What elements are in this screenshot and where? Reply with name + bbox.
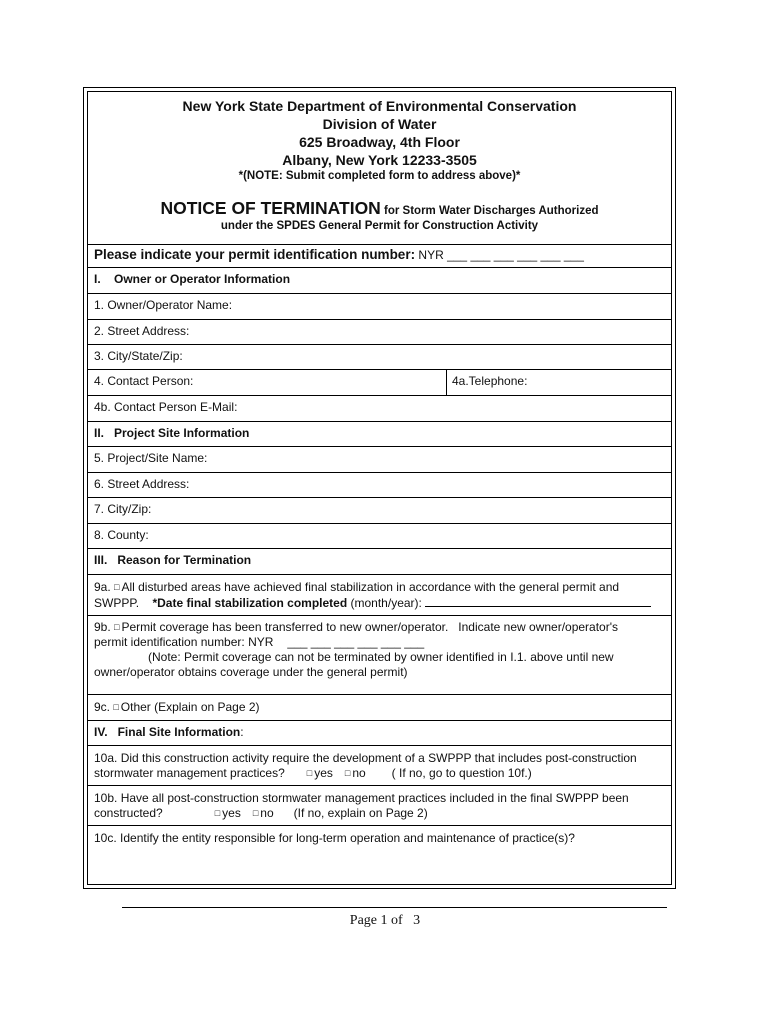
q9b-note-line2: owner/operator obtains coverage under the general permit) [94,665,408,679]
section-final-title: IV. Final Site Information [94,725,241,739]
owner-name-field[interactable] [88,294,671,320]
notice-title [88,198,671,219]
permit-id-row[interactable] [88,244,671,268]
q10c-text: 10c. Identify the entity responsible for long-term operation and maintenance of practice(s)? [94,831,575,845]
q10a-row [88,746,671,786]
q9b-checkbox[interactable]: □ [114,622,120,632]
owner-street-field[interactable] [88,320,671,345]
q10b-yes-label: yes [222,806,241,820]
form-header [88,92,671,245]
q10a-yes-label: yes [314,766,333,780]
q10a-no-label: no [352,766,366,780]
owner-city-field[interactable] [88,345,671,370]
contact-row [88,370,671,396]
address-street: 625 Broadway, 4th Floor [299,134,460,150]
form-frame [83,87,676,889]
contact-divider [446,370,447,395]
q10b-text-line2: constructed? [94,806,163,820]
section-final-heading [88,721,671,746]
notice-title-rest: for Storm Water Discharges Authorized [380,205,599,217]
permit-id-field[interactable]: NYR ___ ___ ___ ___ ___ ___ [415,248,584,262]
q9b-permit-field[interactable]: ___ ___ ___ ___ ___ ___ [287,635,425,649]
section-site-heading [88,422,671,447]
notice-title-main: NOTICE OF TERMINATION [160,198,381,218]
q9a-checkbox[interactable]: □ [114,582,120,592]
section-final-colon: : [240,725,244,739]
site-name-label: 5. Project/Site Name: [94,451,208,465]
q10b-text: 10b. Have all post-construction stormwater management practices included in the final SWPPP been [94,791,629,805]
section-reason-heading [88,549,671,575]
section-reason-title: III. Reason for Termination [94,553,252,567]
q9c-number: 9c. [94,700,114,714]
form-inner-border [87,91,672,885]
q9a-date-label: *Date final stabilization completed [152,596,348,610]
q9a-swppp: SWPPP. [94,596,153,610]
q9a-number: 9a. [94,580,115,594]
site-city-label: 7. City/Zip: [94,502,152,516]
q10a-no-checkbox[interactable]: □ [344,768,351,778]
agency-name: New York State Department of Environmental Conservation [182,98,577,114]
division-name: Division of Water [322,116,437,132]
permit-id-label: Please indicate your permit identification number: [94,247,416,262]
q10a-instruction: ( If no, go to question 10f.) [391,766,532,780]
site-street-label: 6. Street Address: [94,477,190,491]
q9b-number: 9b. [94,620,115,634]
submit-note: *(NOTE: Submit completed form to address above)* [238,170,521,182]
reason-9b-row [88,616,671,695]
q9c-checkbox[interactable]: □ [113,702,119,712]
q10a-text: 10a. Did this construction activity require the development of a SWPPP that includes post-construction [94,751,637,765]
q9b-permit-label: permit identification number: NYR [94,635,274,649]
site-county-label: 8. County: [94,528,149,542]
q10c-entity-field[interactable] [122,907,667,908]
q10a-text-line2: stormwater management practices? [94,766,285,780]
q10b-no-checkbox[interactable]: □ [252,808,259,818]
q9b-note-line1: (Note: Permit coverage can not be terminated by owner identified in I.1. above until new [148,650,614,664]
q10c-row [88,826,671,886]
site-name-field[interactable] [88,447,671,473]
contact-person-label[interactable]: 4. Contact Person: [94,374,194,388]
notice-subtitle: under the SPDES General Permit for Construction Activity [220,220,539,232]
q9a-date-field[interactable] [425,595,651,607]
section-site-title: II. Project Site Information [94,426,250,440]
q10b-no-label: no [260,806,274,820]
q10b-instruction: (If no, explain on Page 2) [293,806,428,820]
q9c-text: Other (Explain on Page 2) [120,700,260,714]
owner-street-label: 2. Street Address: [94,324,190,338]
q10b-row [88,786,671,826]
reason-9c-row [88,695,671,721]
q9b-text: Permit coverage has been transferred to new owner/operator. Indicate new owner/operator's [121,620,619,634]
q10b-yes-checkbox[interactable]: □ [214,808,221,818]
contact-email-label: 4b. Contact Person E-Mail: [94,400,238,414]
owner-city-label: 3. City/State/Zip: [94,349,183,363]
reason-9a-row [88,575,671,616]
section-owner-title: I. Owner or Operator Information [94,272,291,286]
q9a-text: All disturbed areas have achieved final stabilization in accordance with the general permit and [121,580,620,594]
owner-name-label: 1. Owner/Operator Name: [94,298,233,312]
section-owner-heading [88,268,671,294]
q9a-date-unit: (month/year): [347,596,422,610]
page-number: Page 1 of 3 [349,913,421,928]
site-street-field[interactable] [88,473,671,498]
telephone-label[interactable]: 4a.Telephone: [452,374,528,388]
site-county-field[interactable] [88,524,671,549]
address-city: Albany, New York 12233-3505 [282,152,477,168]
site-city-field[interactable] [88,498,671,524]
q10a-yes-checkbox[interactable]: □ [306,768,313,778]
contact-email-field[interactable] [88,396,671,422]
